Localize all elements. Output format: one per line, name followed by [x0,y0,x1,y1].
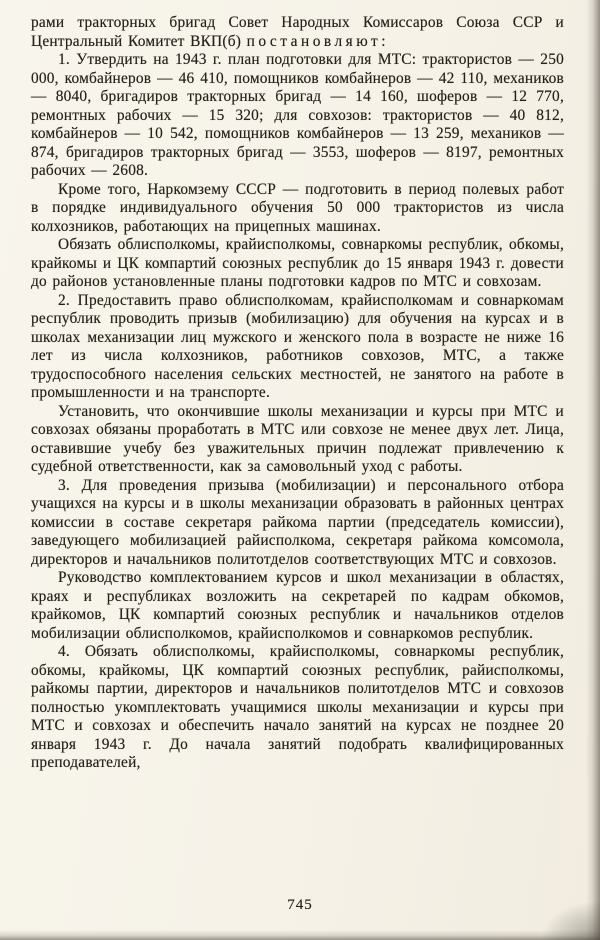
paragraph-obyazat-oblispolkomy: Обязать облисполкомы, крайисполкомы, совнаркомы республик, обкомы, крайкомы и ЦК компартий союзных республик до 15 января 1943 г. довести до районов установленные планы подготовки кадров по МТС и совхозам. [31,236,564,290]
page-number: 745 [287,897,313,913]
paragraph-ustanovit: Установить, что окончившие школы механизации и курсы при МТС и совхозах обязаны проработать в МТС или совхозе не менее двух лет. Лица, оставившие учебу без уважительных причин подлежат привлечению к судебной ответственности, как за самовольный уход с работы. [31,402,564,475]
emphasized-word: постановляют: [246,32,390,50]
scan-edge-right [586,0,600,940]
paragraph-rukovodstvo: Руководство комплектованием курсов и школ механизации в областях, краях и республиках возложить на секретарей по кадрам обкомов, крайкомов, ЦК компартий союзных республик и начальников отделов мобилизации облисполкомов, крайисполкомов и совнаркомов республик. [31,569,564,642]
scan-edge-bottom [0,930,600,940]
paragraph-continuation [31,14,564,51]
paragraph-item-4: 4. Обязать облисполкомы, крайисполкомы, совнаркомы республик, обкомы, крайкомы, ЦК компартий союзных республик, райисполкомы, райкомы партии, директоров и начальников политотделов МТС и совхозов полностью укомплектовать учащимися школы механизации и курсы при МТС и совхозах и обеспечить начало занятий на курсах не позднее 20 января 1943 г. До начала занятий подобрать квалифицированных преподавателей, [31,643,564,771]
text-block [31,14,564,773]
paragraph-text: рами тракторных бригад Совет Народных Комиссаров Союза ССР и Центральный Комитет ВКП(б) [31,14,564,50]
paragraph-krome-togo: Кроме того, Наркомзему СССР — подготовить в период полевых работ в порядке индивидуального обучения 50 000 трактористов из числа колхозников, работающих на прицепных машинах. [31,180,564,235]
paragraph-item-1: 1. Утвердить на 1943 г. план подготовки для МТС: трактористов — 250 000, комбайнеров — 46 410, помощников комбайнеров — 42 110, механиков — 8040, бригадиров тракторных бригад — 14 160, шоферов — 12 770, ремонтных рабочих — 15 320; для совхозов: трактористов — 40 812, комбайнеров — 10 542, помощников комбайнеров — 13 259, механиков — 874, бригадиров тракторных бригад — 3553, шоферов — 8197, ремонтных рабочих — 2608. [31,51,564,179]
paragraph-item-2: 2. Предоставить право облисполкомам, крайисполкомам и совнаркомам республик проводить призыв (мобилизацию) для обучения на курсах и в школах механизации лиц мужского и женского пола в возрасте не ниже 16 лет из числа колхозников, работников совхозов, МТС, а также трудоспособного населения сельских местностей, не занятого на работе в промышленности и на транспорте. [31,291,564,401]
paragraph-item-3: 3. Для проведения призыва (мобилизации) и персонального отбора учащихся на курсы и в школы механизации образовать в районных центрах комиссии в составе секретаря райкома партии (председатель комиссии), заведующего мобилизацией райисполкома, секретаря райкома комсомола, директоров и начальников политотделов соответствующих МТС и совхозов. [31,476,564,568]
